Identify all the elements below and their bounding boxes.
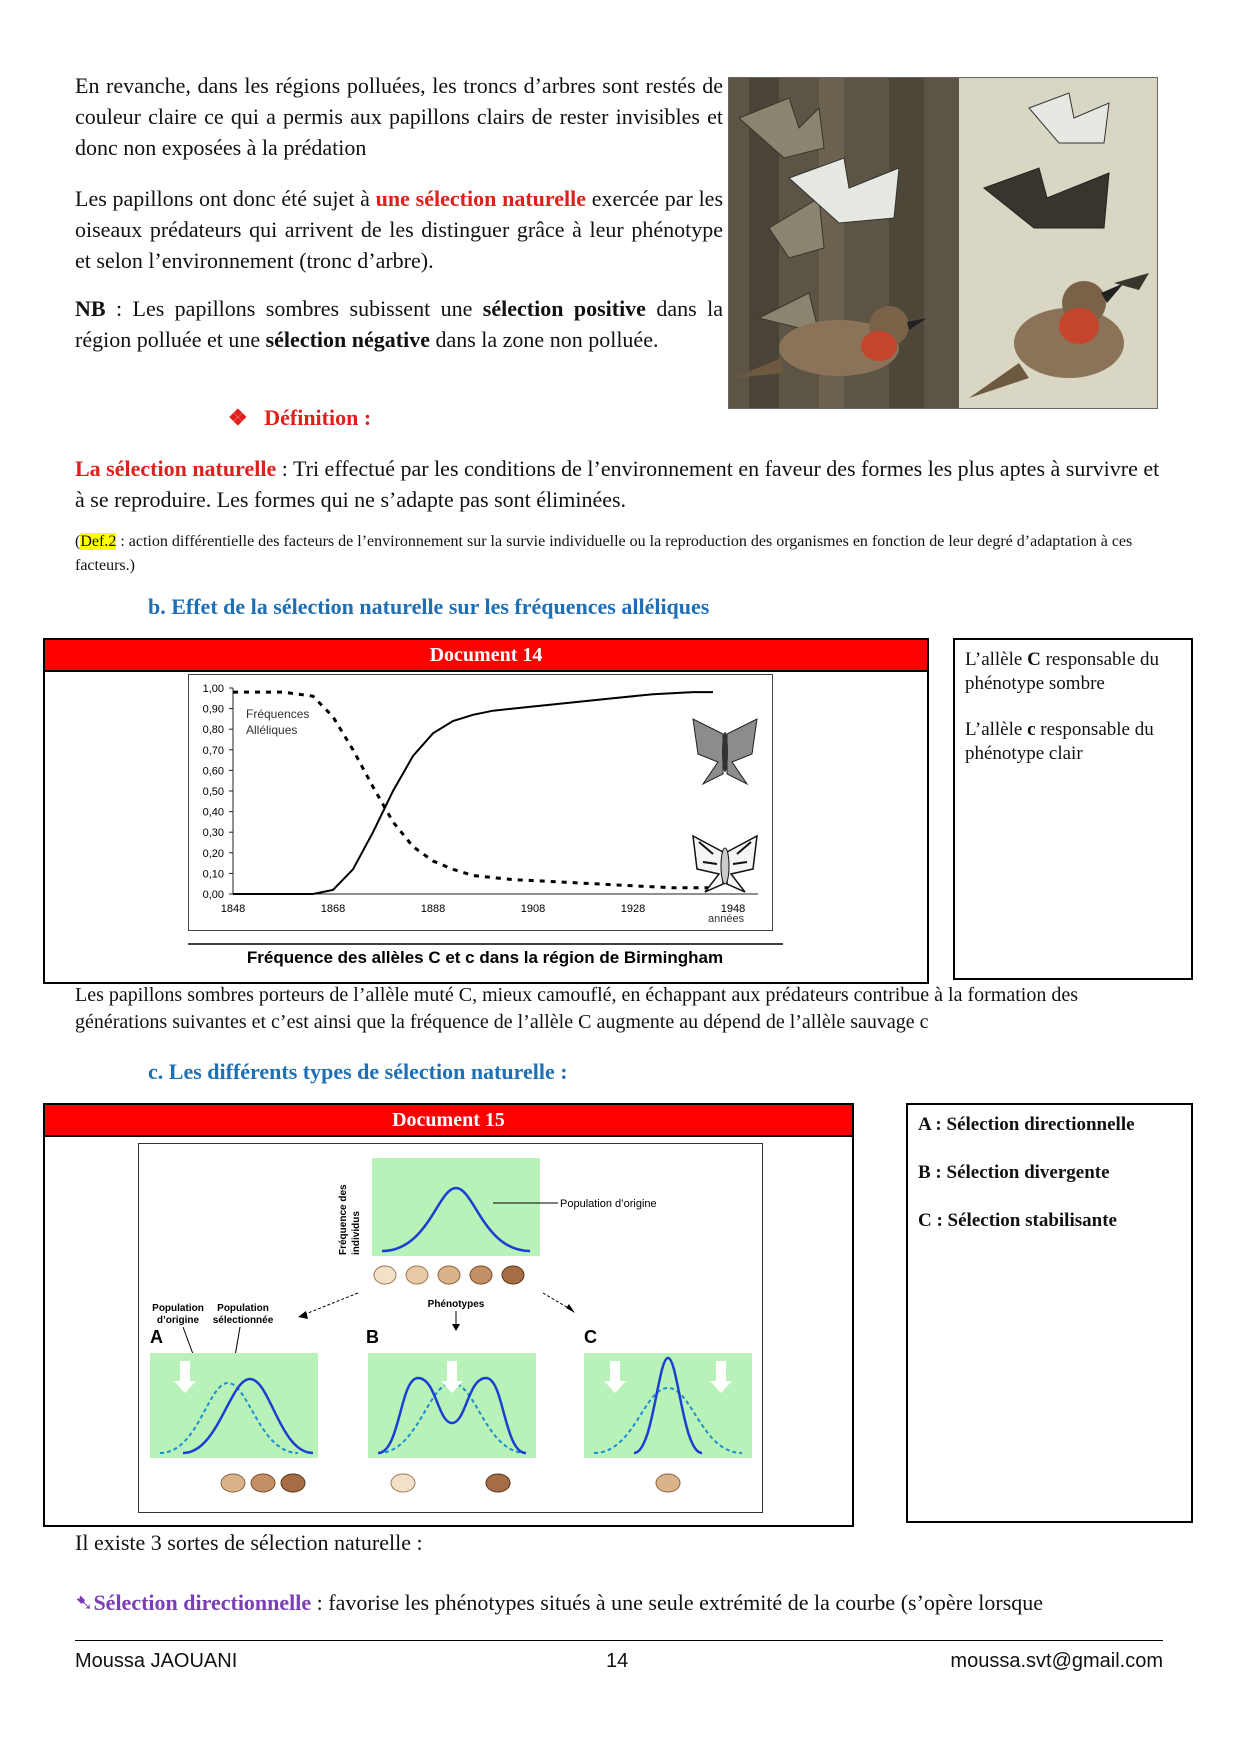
x-tick-label: 1888 bbox=[420, 903, 446, 915]
y-tick-label: 0,90 bbox=[202, 703, 224, 716]
definition-text bbox=[75, 453, 1165, 515]
def2-text: : action différentielle des facteurs de l’environnement sur la survie individuelle ou la reproduction des organismes en fonction de leur degré d’adaptation à ces facteurs.) bbox=[75, 533, 1133, 574]
directional-selection-text: : favorise les phénotypes situés à une seule extrémité de la courbe (s’opère lorsque bbox=[311, 1590, 1044, 1615]
section-b-title: b. Effet de la sélection naturelle sur les fréquences alléliques bbox=[148, 594, 710, 619]
allele-c-note bbox=[965, 718, 1181, 766]
moth-bird-illustration bbox=[728, 77, 1158, 409]
xlabel: années bbox=[708, 913, 745, 925]
footer-page-number: 14 bbox=[606, 1650, 629, 1672]
allele-c: c bbox=[1027, 719, 1036, 740]
directional-selection-paragraph bbox=[75, 1590, 1043, 1616]
document-14 bbox=[43, 638, 929, 984]
nb-bold: sélection négative bbox=[265, 327, 430, 352]
definition-body: : Tri effectué par les conditions de l’environnement en faveur des formes les plus aptes à survivre et à se reproduire. Les formes qui ne s’adapte pas sont éliminées. bbox=[75, 456, 1160, 512]
nb-paragraph bbox=[75, 293, 723, 355]
nb-bold: sélection positive bbox=[482, 296, 646, 321]
phenotypes-label: Phénotypes bbox=[427, 1299, 485, 1310]
allele-C: C bbox=[1027, 649, 1041, 670]
doc14-legend-box bbox=[953, 638, 1193, 980]
pop-a-label-1: Population bbox=[152, 1303, 204, 1314]
x-tick-label: 1948 bbox=[720, 903, 746, 915]
document-15 bbox=[43, 1103, 854, 1527]
bullet-icon: ❖ bbox=[228, 405, 248, 430]
directional-selection-term: Sélection directionnelle bbox=[93, 1590, 312, 1615]
nb-text: : Les papillons sombres subissent une bbox=[105, 296, 483, 321]
y-tick-label: 0,20 bbox=[202, 847, 224, 860]
y-tick-label: 0,70 bbox=[202, 744, 224, 757]
document-15-title: Document 15 bbox=[45, 1105, 852, 1137]
y-tick-label: 0,30 bbox=[202, 827, 224, 840]
y-tick-label: 0,40 bbox=[202, 806, 224, 819]
allele-frequency-chart bbox=[188, 674, 783, 969]
footer-email: moussa.svt@gmail.com bbox=[950, 1650, 1163, 1672]
x-tick-label: 1848 bbox=[220, 903, 246, 915]
y-label-2: individus bbox=[351, 1211, 362, 1255]
nb-label: NB bbox=[75, 296, 106, 321]
legend-c: C : Sélection stabilisante bbox=[918, 1210, 1117, 1231]
footer-rule bbox=[75, 1640, 1163, 1641]
intro-text: exercée par les oiseaux prédateurs qui arrivent de les distinguer grâce à leur phénotype et selon l’environnement (tronc d’arbre). bbox=[75, 186, 724, 273]
y-tick-label: 0,00 bbox=[202, 889, 224, 901]
definition-heading bbox=[228, 405, 371, 431]
ylabel-line1: Fréquences bbox=[246, 707, 310, 721]
arrow-icon: ➷ bbox=[75, 1590, 94, 1615]
definition-title: Définition : bbox=[264, 405, 372, 430]
intro-text: Les papillons ont donc été sujet à bbox=[75, 186, 376, 211]
y-tick-label: 1,00 bbox=[202, 683, 224, 695]
pop-s-label-1: Population bbox=[217, 1303, 269, 1314]
intro-paragraph-1: En revanche, dans les régions polluées, les troncs d’arbres sont restés de couleur claire ce qui a permis aux papillons clairs de rester invisibles et donc non exposées à la prédation bbox=[75, 73, 723, 160]
note-text: responsable du phénotype sombre bbox=[965, 649, 1160, 694]
panel-c-label: C bbox=[584, 1327, 597, 1347]
nb-text: dans la zone non polluée. bbox=[429, 327, 659, 352]
outro-paragraph: Il existe 3 sortes de sélection naturelle : bbox=[75, 1530, 423, 1555]
y-tick-label: 0,80 bbox=[202, 724, 224, 737]
origin-panel bbox=[372, 1158, 540, 1256]
document-14-title: Document 14 bbox=[45, 640, 927, 672]
footer-author: Moussa JAOUANI bbox=[75, 1650, 238, 1672]
chart-caption: Fréquence des allèles C et c dans la région de Birmingham bbox=[246, 948, 724, 967]
panel-a-label: A bbox=[150, 1327, 163, 1347]
note-text: L’allèle bbox=[965, 649, 1028, 670]
note-text: responsable du phénotype clair bbox=[965, 719, 1154, 764]
selection-types-diagram bbox=[138, 1143, 763, 1513]
note-text: L’allèle bbox=[965, 719, 1028, 740]
intro-paragraph-2 bbox=[75, 183, 723, 276]
x-tick-label: 1908 bbox=[520, 903, 546, 915]
pop-s-label-2: sélectionnée bbox=[212, 1315, 274, 1326]
y-tick-label: 0,10 bbox=[202, 868, 224, 881]
x-tick-label: 1868 bbox=[320, 903, 346, 915]
doc15-legend-box bbox=[906, 1103, 1193, 1523]
def2-label: Def.2 bbox=[80, 533, 117, 550]
y-tick-label: 0,60 bbox=[202, 765, 224, 778]
y-label-1: Fréquence des bbox=[338, 1184, 349, 1255]
pop-a-label-2: d’origine bbox=[156, 1315, 200, 1326]
highlight-selection-naturelle: une sélection naturelle bbox=[375, 186, 587, 211]
legend-b: B : Sélection divergente bbox=[918, 1162, 1110, 1183]
doc14-explanation: Les papillons sombres porteurs de l’allèle muté C, mieux camouflé, en échappant aux prédateurs contribue à la formation des générations suivantes et c’est ainsi que la fréquence de l’allèle C augmente au dépend de l’allèle sauvage c bbox=[75, 984, 1078, 1033]
panel-b-label: B bbox=[366, 1327, 379, 1347]
ylabel-line2: Alléliques bbox=[246, 723, 298, 737]
definition-2 bbox=[75, 530, 1165, 578]
x-tick-label: 1928 bbox=[620, 903, 646, 915]
legend-a: A : Sélection directionnelle bbox=[918, 1114, 1135, 1135]
paren: ( bbox=[75, 533, 81, 550]
allele-C-note bbox=[965, 648, 1181, 696]
nb-text: dans la région polluée et une bbox=[75, 296, 723, 352]
y-tick-label: 0,50 bbox=[202, 786, 224, 798]
section-c-title: c. Les différents types de sélection naturelle : bbox=[148, 1059, 568, 1084]
pop-origine-label: Population d’origine bbox=[560, 1198, 657, 1210]
definition-term: La sélection naturelle bbox=[75, 456, 277, 481]
panel-c bbox=[584, 1353, 752, 1458]
